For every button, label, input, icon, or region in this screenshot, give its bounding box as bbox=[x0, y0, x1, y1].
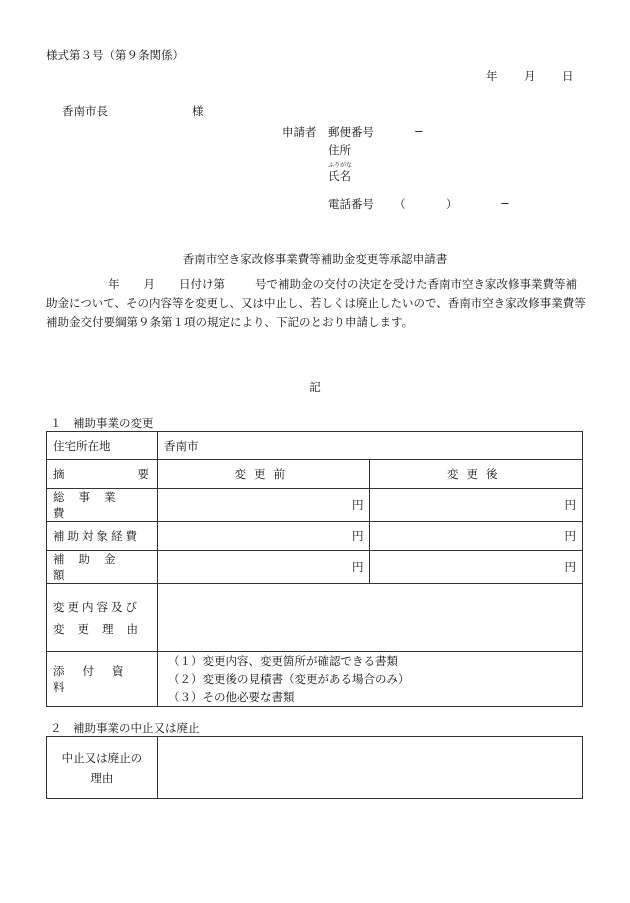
table-row bbox=[47, 737, 583, 799]
form-number: 様式第３号（第９条関係） bbox=[46, 48, 184, 62]
attach-item: （２）変更後の見積書（変更がある場合のみ） bbox=[167, 672, 410, 686]
location-label-cell bbox=[47, 432, 158, 460]
body-month: 月 bbox=[143, 277, 155, 291]
date-day-label: 日 bbox=[562, 69, 574, 83]
address-label: 住所 bbox=[328, 143, 351, 157]
table-row bbox=[47, 432, 583, 460]
body-date-no: 日付け第 bbox=[179, 277, 225, 291]
phone-close-paren: ） bbox=[446, 197, 458, 211]
phone-open-paren: （ bbox=[394, 197, 406, 211]
addressee-honorific: 様 bbox=[192, 104, 204, 118]
cancel-table bbox=[46, 736, 583, 799]
body-paragraph bbox=[46, 275, 586, 332]
section1-heading: １ 補助事業の変更 bbox=[50, 416, 154, 430]
cancel-reason-label-line2: 理由 bbox=[90, 770, 114, 785]
cancel-reason-label-line1: 中止又は廃止の bbox=[61, 750, 143, 765]
name-field bbox=[328, 163, 352, 184]
attach-label: 添付資料 bbox=[53, 664, 142, 694]
name-ruby: ふりがな bbox=[328, 162, 353, 169]
postal-code-label: 郵便番号 bbox=[328, 125, 374, 139]
total-after-yen: 円 bbox=[370, 489, 583, 522]
eligible-label-cell bbox=[47, 522, 158, 551]
summary-label-cell bbox=[47, 460, 158, 489]
ki-heading: 記 bbox=[309, 380, 321, 394]
phone-label: 電話番号 bbox=[328, 197, 374, 211]
attach-label-cell bbox=[47, 652, 158, 707]
cancel-reason-value bbox=[157, 737, 582, 799]
body-text: 号で補助金の交付の決定を受けた香南市空き家改修事業費等補助金について、その内容等を変更し、又は中止し、若しくは廃止したいので、香南市空き家改修事業費等補助金交付要綱第９条第１項の規定により、下記のとおり申請します。 bbox=[46, 277, 586, 329]
phone-dash: − bbox=[500, 196, 510, 210]
table-row bbox=[47, 652, 583, 707]
location-value: 香南市 bbox=[157, 432, 582, 460]
amount-before-yen: 円 bbox=[157, 551, 370, 584]
eligible-after-yen: 円 bbox=[370, 522, 583, 551]
date-month-label: 月 bbox=[524, 69, 536, 83]
table-row bbox=[47, 584, 583, 652]
location-label: 住宅所在地 bbox=[53, 438, 111, 453]
date-year-label: 年 bbox=[486, 69, 498, 83]
attach-item: （１）変更内容、変更箇所が確認できる書類 bbox=[167, 654, 398, 668]
amount-label: 補助金額 bbox=[53, 552, 130, 582]
name-label: 氏名 bbox=[328, 169, 351, 183]
after-header: 変更後 bbox=[370, 460, 583, 489]
reason-label-line2: 変更理由 bbox=[53, 621, 151, 636]
document-title: 香南市空き家改修事業費等補助金変更等承認申請書 bbox=[182, 252, 448, 266]
total-label: 総事業費 bbox=[53, 490, 130, 520]
table-row bbox=[47, 489, 583, 522]
table-row bbox=[47, 551, 583, 584]
reason-label-cell bbox=[47, 584, 158, 652]
addressee-name: 香南市長 bbox=[62, 104, 108, 118]
amount-after-yen: 円 bbox=[370, 551, 583, 584]
applicant-label: 申請者 bbox=[282, 125, 317, 139]
cancel-reason-label-cell bbox=[47, 737, 158, 799]
total-label-cell bbox=[47, 489, 158, 522]
reason-value bbox=[157, 584, 582, 652]
total-before-yen: 円 bbox=[157, 489, 370, 522]
summary-label: 摘 要 bbox=[53, 467, 149, 481]
reason-label-line1: 変更内容及び bbox=[53, 599, 140, 614]
change-table bbox=[46, 431, 583, 707]
table-row bbox=[47, 522, 583, 551]
body-year: 年 bbox=[108, 277, 120, 291]
amount-label-cell bbox=[47, 551, 158, 584]
table-row bbox=[47, 460, 583, 489]
attach-list-cell bbox=[157, 652, 582, 707]
section2-heading: ２ 補助事業の中止又は廃止 bbox=[50, 721, 200, 735]
attach-item: （３）その他必要な書類 bbox=[167, 690, 295, 704]
postal-code-dash: − bbox=[414, 124, 424, 138]
before-header: 変更前 bbox=[157, 460, 370, 489]
eligible-label: 補助対象経費 bbox=[53, 529, 140, 543]
eligible-before-yen: 円 bbox=[157, 522, 370, 551]
